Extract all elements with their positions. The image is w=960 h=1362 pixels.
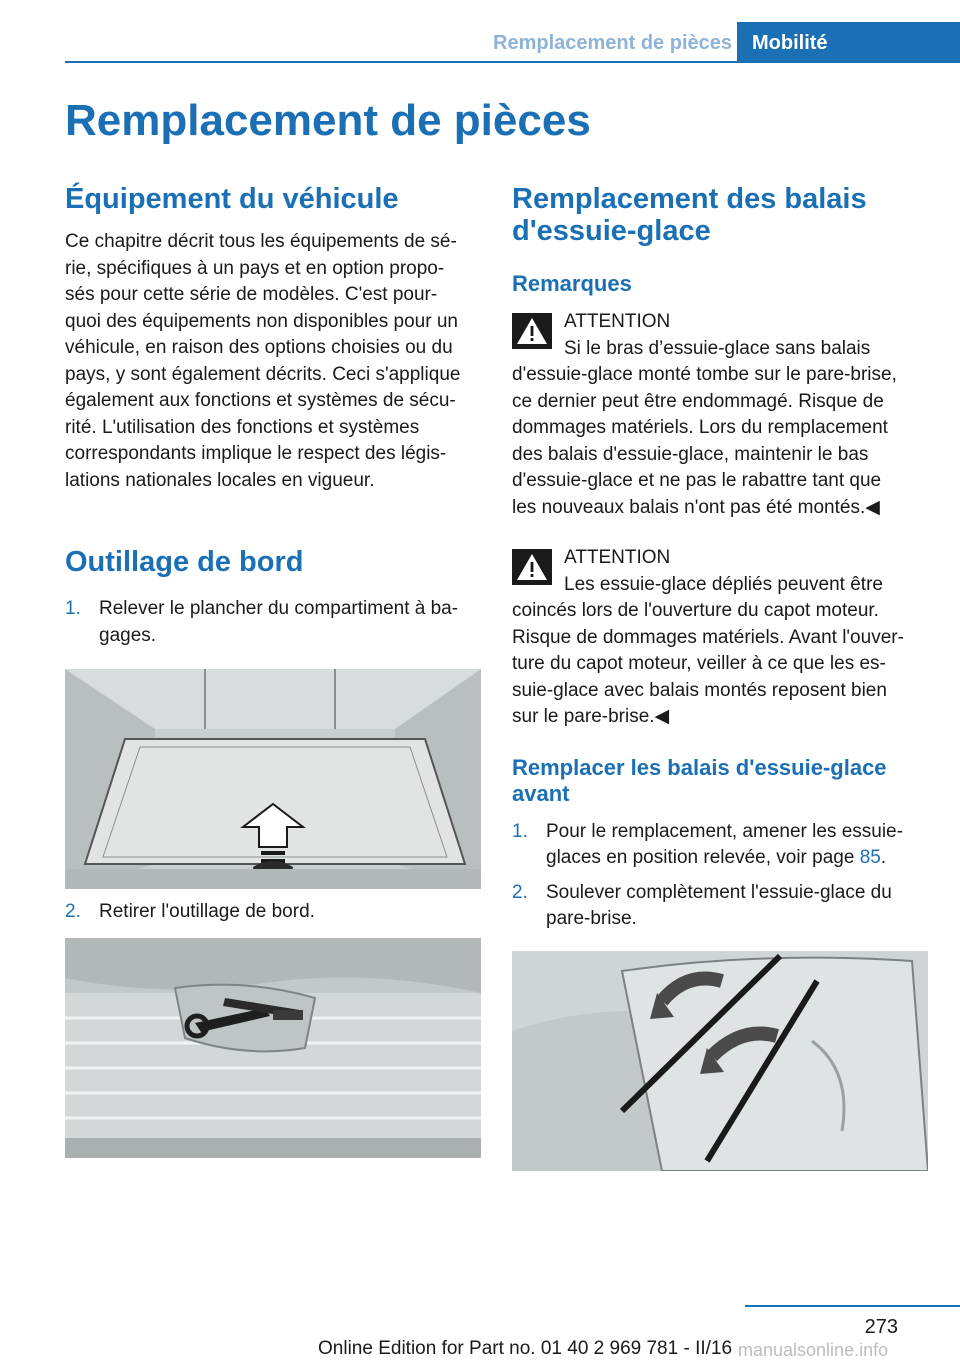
warning-icon <box>512 313 552 349</box>
right-column <box>512 183 928 1171</box>
page-reference-link[interactable]: 85 <box>859 847 881 868</box>
page-title: Remplacement de pièces <box>65 96 591 145</box>
step-number: 2. <box>512 881 528 903</box>
onboard-tools-figure <box>65 938 481 1158</box>
front-wiper-heading: Remplacer les balais d'essuie-glace avant <box>512 754 887 806</box>
page-number: 273 <box>864 1316 898 1338</box>
watermark: manualsonline.info <box>738 1340 889 1360</box>
tools-heading: Outillage de bord <box>65 546 304 578</box>
windscreen-wiper-illustration <box>512 951 928 1171</box>
tools-step-1: 1. Relever le plancher du compartiment à ba‐ gages. <box>65 598 459 646</box>
header-chapter-tab: Mobilité <box>737 22 960 63</box>
left-column <box>65 183 481 1158</box>
notes-heading: Remarques <box>512 271 632 296</box>
luggage-floor-illustration <box>65 669 481 889</box>
warning-label: ATTENTION <box>564 547 671 568</box>
equipment-paragraph: Ce chapitre décrit tous les équipements de sé‐ rie, spécifiques à un pays et en option propo‐ sés pour cette série de modèles. C'est pour‐ quoi des équipements non disponibles pour un véhicule, en raison des options choisies ou du pays, y sont également décrits. Ceci s'applique également aux fonctions et systèmes de sécu‐ rité. L'utilisation des fonctions et systèmes correspondants implique le respect des légis‐ lations nationales locales en vigueur. <box>65 231 461 491</box>
step-number: 1. <box>65 598 81 619</box>
luggage-floor-figure <box>65 669 481 889</box>
warning-note-1: ATTENTION Si le bras d’essuie-glace sans balais d'essuie-glace monté tombe sur le pare-brise, ce dernier peut être endommagé. Risque de dommages matériels. Lors du remplacement des balais d'essuie-glace, maintenir le bas d'essuie-glace et ne pas le rabattre tant que les nouveaux balais n'ont pas été montés.◀ <box>512 309 928 521</box>
step-number: 1. <box>512 820 528 842</box>
tools-step-2: 2. Retirer l'outillage de bord. <box>65 899 481 926</box>
wiper-replacement-heading: Remplacement des balais d'essuie-glace <box>512 183 867 247</box>
warning-label: ATTENTION <box>564 311 671 332</box>
wiper-step-2: 2. Soulever complètement l'essuie-glace du pare-brise. <box>512 881 892 929</box>
footer-rule <box>745 1305 960 1307</box>
equipment-heading: Équipement du véhicule <box>65 183 399 215</box>
header-rule <box>65 61 960 63</box>
step-number: 2. <box>65 901 81 922</box>
header-section-title: Remplacement de pièces <box>493 32 732 54</box>
onboard-tools-illustration <box>65 938 481 1158</box>
warning-note-2: ATTENTION Les essuie-glace dépliés peuvent être coincés lors de l'ouverture du capot moteur. Risque de dommages matériels. Avant l'ouver‐ ture du capot moteur, veiller à ce que les es‐ suie-glace avec balais montés reposent bien sur le pare-brise.◀ <box>512 545 928 731</box>
wiper-figure <box>512 951 928 1171</box>
warning-icon <box>512 549 552 585</box>
wiper-step-1: 1. Pour le remplacement, amener les essuie‐ glaces en position relevée, voir page 85. <box>512 820 903 868</box>
edition-note: Online Edition for Part no. 01 40 2 969 781 - II/16 <box>318 1338 733 1359</box>
